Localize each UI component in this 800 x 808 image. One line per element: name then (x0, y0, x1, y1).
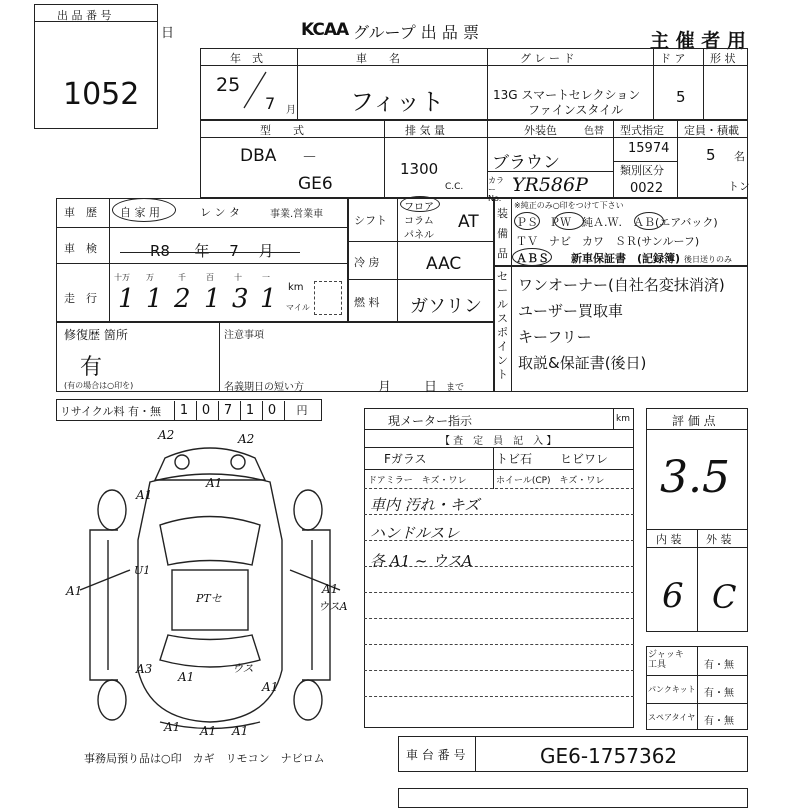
mileage-digit-1: 1 (146, 284, 163, 314)
mileage-unit-2: 千 (178, 273, 186, 282)
repair-note: (有の場合は○印を) (64, 381, 134, 390)
disp-unit: C.C. (445, 182, 464, 192)
type-designation-label: 型式指定 (620, 124, 664, 137)
meter-label: 現メーター指示 (388, 414, 473, 428)
grade-line1: 13G スマートセレクション (493, 88, 641, 102)
shift-floor: フロア (404, 202, 434, 213)
model-value: フィット (350, 88, 445, 116)
interior-label: 内 装 (656, 533, 682, 546)
lot-day-char: 日 (161, 26, 175, 41)
fuel-value: ガソリン (410, 296, 482, 317)
hibi-label: ヒビワレ (560, 452, 609, 466)
mileage-label: 走 行 (64, 292, 97, 305)
mileage-digit-3: 1 (204, 284, 221, 314)
history-private-circle (112, 198, 176, 222)
capacity-value: 5 (706, 146, 716, 164)
door-label: ド ア (660, 52, 686, 65)
shift-floor-circle (400, 196, 440, 212)
lot-number-value: 1052 (63, 77, 140, 112)
diag-mark-a1-right: A1 (322, 582, 339, 596)
diag-mark-a2-right: A2 (238, 432, 255, 446)
capacity-label: 定員・積載 (684, 124, 739, 137)
diag-mark-a1-rear: A1 (178, 670, 195, 684)
shaken-label: 車 検 (64, 242, 97, 255)
remark-0: 車内 汚れ・キズ (370, 496, 480, 514)
type-dash: － (302, 148, 318, 166)
notes-expiry: 名義期日の短い方 (224, 382, 304, 393)
diag-mark-a1-b2: A1 (200, 724, 217, 738)
diag-mark-usu-rear: ウス (232, 662, 254, 675)
model-label: 車 名 (356, 52, 400, 65)
type-designation-value: 15974 (628, 141, 670, 156)
colorno-label: カラー No. (488, 176, 504, 203)
tobi-label: トビ (496, 452, 521, 466)
diag-mark-a3: A3 (136, 662, 153, 676)
exterior-label: 外 装 (706, 533, 732, 546)
history-rental: レ ン タ (200, 206, 240, 219)
sales-item-2: キーフリー (518, 328, 592, 346)
mileage-digit-0: 1 (118, 284, 135, 314)
equipment-label: 装 備 品 (497, 207, 508, 260)
diag-mark-a1-left: A1 (66, 584, 83, 598)
tool-spare-yn: 有・無 (704, 716, 734, 727)
shaken-value: R8 年 7 月 (150, 242, 274, 260)
fglass-label: Fガラス (384, 452, 427, 466)
mileage-unit-3: 百 (206, 273, 214, 282)
ac-label: 冷 房 (354, 256, 380, 269)
tool-puncture-label: パンクキット (648, 685, 696, 694)
color-value: ブラウン (492, 153, 560, 173)
recycle-digit-2: 7 (218, 401, 237, 420)
diag-mark-usua-right: ウスA (318, 600, 348, 613)
chassis-label: 車 台 番 号 (406, 748, 466, 762)
notes-month: 月 (378, 380, 392, 395)
sales-item-1: ユーザー買取車 (518, 302, 624, 320)
recycle-digit-3: 1 (240, 401, 259, 420)
score-value: 3.5 (660, 452, 730, 503)
diag-mark-a1-fl: A1 (136, 488, 153, 502)
equip-pw-circle (554, 212, 584, 230)
shift-column: コラム (404, 216, 434, 227)
year-label: 年 式 (230, 52, 263, 65)
disp-label: 排 気 量 (405, 124, 445, 137)
remark-2: 各 A1 ~ ウスA (370, 552, 473, 570)
ac-value: AAC (426, 254, 462, 274)
repair-label: 修復歴 箇所 (64, 328, 128, 342)
remark-1: ハンドルスレ (370, 524, 460, 542)
sheet-title: グループ 出 品 票 (353, 23, 479, 42)
tool-spare-label: スペアタイヤ (648, 713, 696, 722)
recycle-digit-0: 1 (174, 401, 193, 420)
class-label: 類別区分 (620, 164, 664, 177)
sales-item-3: 取説&保証書(後日) (518, 354, 647, 372)
disp-value: 1300 (400, 160, 439, 178)
shift-panel: パネル (404, 230, 434, 241)
sales-label: セ ー ル ス ポ イ ン ト (497, 270, 508, 381)
mirror-label: ドアミラー キズ・ワレ (368, 476, 467, 486)
mileage-digit-2: 2 (174, 284, 191, 314)
colorno-value: YR586P (512, 174, 588, 196)
history-private: 自 家 用 (120, 206, 160, 219)
shift-label: シフト (354, 214, 387, 227)
diag-mark-a1-rr: A1 (262, 680, 279, 694)
diag-mark-ptse: PTセ (196, 592, 222, 605)
bottom-partial-box (398, 788, 748, 808)
tool-puncture-yn: 有・無 (704, 688, 734, 699)
wheel-label: ホイール(CP) キズ・ワレ (496, 476, 605, 486)
recycle-digit-1: 0 (196, 401, 215, 420)
history-label: 車 歴 (64, 206, 97, 219)
equipment-line3b: 後日送りのみ (684, 255, 732, 264)
organizer-use: 主 催 者 用 (650, 30, 746, 52)
shaken-strike (120, 252, 300, 253)
color-change-label: 色替 (584, 126, 604, 137)
mileage-km: km (288, 282, 304, 293)
equip-ps-circle (514, 212, 540, 230)
repair-value: 有 (80, 355, 103, 380)
recycle-unit: 円 (284, 401, 319, 420)
chassis-value: GE6-1757362 (540, 744, 678, 768)
mileage-check-box (314, 281, 342, 315)
fuel-label: 燃 料 (354, 296, 380, 309)
tool-jack-yn: 有・無 (704, 660, 734, 671)
interior-score: 6 (662, 576, 684, 616)
equip-ab-circle (634, 212, 664, 230)
capacity-unit: 名 (734, 150, 745, 163)
grade-label: グ レ ー ド (520, 52, 575, 65)
notes-day: 日 (424, 380, 438, 395)
mileage-unit-0: 十万 (114, 273, 130, 282)
equip-abs-circle (512, 248, 552, 266)
lot-number-label: 出 品 番 号 (57, 9, 112, 22)
door-value: 5 (676, 88, 686, 106)
shift-value: AT (458, 212, 479, 232)
equipment-line2: ＴＶ ナビ カワ ＳＲ(サンルーフ) (516, 235, 700, 248)
diag-mark-a1-front: A1 (206, 476, 223, 490)
diag-mark-a1-b3: A1 (232, 724, 249, 738)
month-value: 7 (265, 94, 276, 113)
mileage-unit-5: 一 (262, 273, 270, 282)
equipment-note: ※純正のみ○印をつけて下さい (514, 201, 624, 210)
diag-mark-a2-left: A2 (158, 428, 175, 442)
tool-jack-label: ジャッキ 工具 (648, 650, 684, 670)
brand-logo: KCAA (301, 20, 349, 40)
recycle-digit-4: 0 (262, 401, 281, 420)
equipment-line3: ＡＢＳ 新車保証書 (記録簿) (516, 252, 681, 265)
mileage-digit-5: 1 (260, 284, 277, 314)
mileage-digit-4: 3 (232, 284, 249, 314)
diag-mark-a1-b1: A1 (164, 720, 181, 734)
type-label: 型 式 (260, 124, 304, 137)
meter-unit: km (616, 414, 630, 424)
sales-item-0: ワンオーナー(自社名変抹消済) (518, 276, 725, 294)
notes-label: 注意事項 (224, 330, 264, 341)
diag-mark-u1: U1 (134, 564, 151, 577)
mileage-unit-1: 万 (146, 273, 154, 282)
month-unit: 月 (286, 105, 296, 116)
year-value: 25 (216, 74, 241, 96)
grade-line2: ファインスタイル (528, 103, 624, 117)
exterior-score: C (712, 578, 737, 616)
type-prefix: DBA (240, 146, 277, 166)
history-business: 事業.営業車 (270, 209, 324, 220)
score-label: 評 価 点 (672, 414, 716, 428)
lot-number-box (34, 4, 158, 129)
equipment-line1: ＰＳ ＰＷ 純Ａ.Ｗ. ＡＢ(エアバック) (516, 216, 718, 229)
class-value: 0022 (630, 181, 664, 196)
notes-until: まで (446, 383, 465, 393)
mileage-unit-4: 十 (234, 273, 242, 282)
mileage-mile: マイル (286, 303, 310, 312)
ton-unit: トン (728, 180, 750, 193)
color-label: 外装色 (524, 124, 557, 137)
inspector-title: 【 査 定 員 記 入 】 (440, 436, 557, 447)
shape-label: 形 状 (710, 52, 736, 65)
type-value: GE6 (298, 174, 333, 194)
diagram-footer: 事務局預り品は○印 カギ リモコン ナビロム (84, 752, 325, 765)
ishi-label: 石 (520, 452, 533, 466)
recycle-label: リサイクル料 有・無 (60, 405, 161, 418)
